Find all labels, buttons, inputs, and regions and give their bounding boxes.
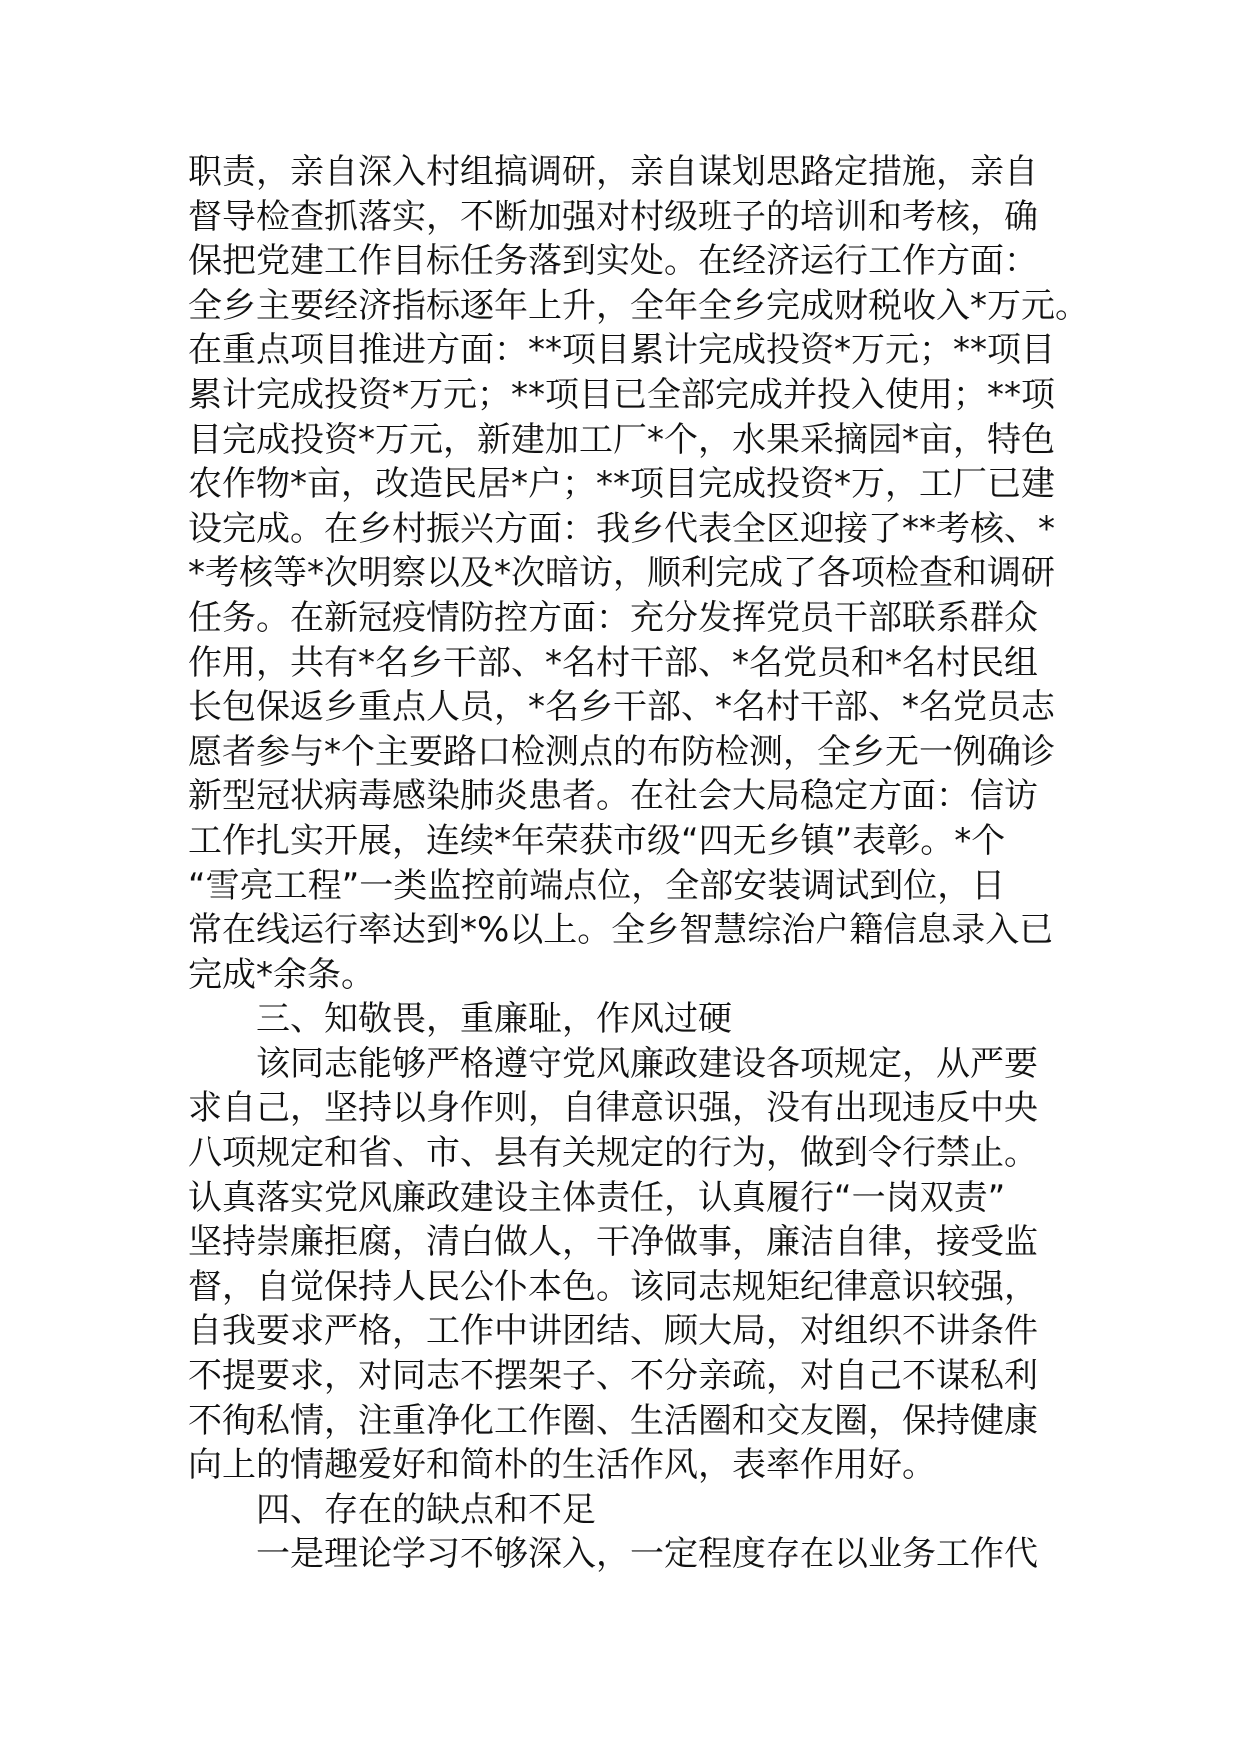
- section-heading-3: 三、知敬畏，重廉耻，作风过硬: [256, 999, 732, 1040]
- text-line: 该同志能够严格遵守党风廉政建设各项规定，从严要: [256, 1043, 1038, 1084]
- text-line: 愿者参与*个主要路口检测点的布防检测，全乡无一例确诊: [188, 731, 1055, 772]
- text-line: 认真落实党风廉政建设主体责任，认真履行“一岗双责”: [188, 1177, 1006, 1218]
- text-line: 不提要求，对同志不摆架子、不分亲疏，对自己不谋私利: [188, 1356, 1038, 1397]
- text-line: 八项规定和省、市、县有关规定的行为，做到令行禁止。: [188, 1133, 1038, 1174]
- paragraph-section-3: [188, 1042, 1068, 1488]
- text-line: 全乡主要经济指标逐年上升，全年全乡完成财税收入*万元。: [188, 285, 1089, 326]
- text-line: 督导检查抓落实，不断加强对村级班子的培训和考核，确: [188, 196, 1038, 237]
- text-line: 长包保返乡重点人员，*名乡干部、*名村干部、*名党员志: [188, 687, 1055, 728]
- document-body: [188, 150, 1089, 1577]
- text-line: 保把党建工作目标任务落到实处。在经济运行工作方面：: [188, 241, 1038, 282]
- text-line: 不徇私情，注重净化工作圈、生活圈和交友圈，保持健康: [188, 1400, 1038, 1441]
- text-line: 督，自觉保持人民公仆本色。该同志规矩纪律意识较强，: [188, 1266, 1038, 1307]
- paragraph-section-4: [188, 1532, 1068, 1577]
- text-line: 作用，共有*名乡干部、*名村干部、*名党员和*名村民组: [188, 642, 1038, 683]
- paragraph-continuation: [188, 150, 1089, 997]
- text-line: 设完成。在乡村振兴方面：我乡代表全区迎接了**考核、*: [188, 508, 1055, 549]
- text-line: “雪亮工程”一类监控前端点位，全部安装调试到位，日: [188, 865, 1006, 906]
- text-line: *考核等*次明察以及*次暗访，顺利完成了各项检查和调研: [188, 553, 1055, 594]
- text-line: 任务。在新冠疫情防控方面：充分发挥党员干部联系群众: [188, 597, 1038, 638]
- text-line: 目完成投资*万元，新建加工厂*个，水果采摘园*亩，特色: [188, 419, 1055, 460]
- section-heading-4: 四、存在的缺点和不足: [256, 1489, 596, 1530]
- text-line: 完成*余条。: [188, 954, 375, 995]
- text-line: 坚持崇廉拒腐，清白做人，干净做事，廉洁自律，接受监: [188, 1222, 1038, 1263]
- text-line: 新型冠状病毒感染肺炎患者。在社会大局稳定方面：信访: [188, 776, 1038, 817]
- text-line: 常在线运行率达到*%以上。全乡智慧综治户籍信息录入已: [188, 910, 1054, 951]
- text-line: 向上的情趣爱好和简朴的生活作风，表率作用好。: [188, 1445, 936, 1486]
- text-line: 求自己，坚持以身作则，自律意识强，没有出现违反中央: [188, 1088, 1038, 1129]
- text-line: 累计完成投资*万元；**项目已全部完成并投入使用；**项: [188, 374, 1055, 415]
- text-line: 职责，亲自深入村组搞调研，亲自谋划思路定措施，亲自: [188, 152, 1038, 192]
- text-line: 一是理论学习不够深入，一定程度存在以业务工作代: [256, 1534, 1038, 1575]
- text-line: 农作物*亩，改造民居*户；**项目完成投资*万，工厂已建: [188, 464, 1055, 505]
- text-line: 自我要求严格，工作中讲团结、顾大局，对组织不讲条件: [188, 1311, 1038, 1352]
- text-line: 在重点项目推进方面：**项目累计完成投资*万元；**项目: [188, 330, 1055, 371]
- text-line: 工作扎实开展，连续*年荣获市级“四无乡镇”表彰。*个: [188, 820, 1006, 861]
